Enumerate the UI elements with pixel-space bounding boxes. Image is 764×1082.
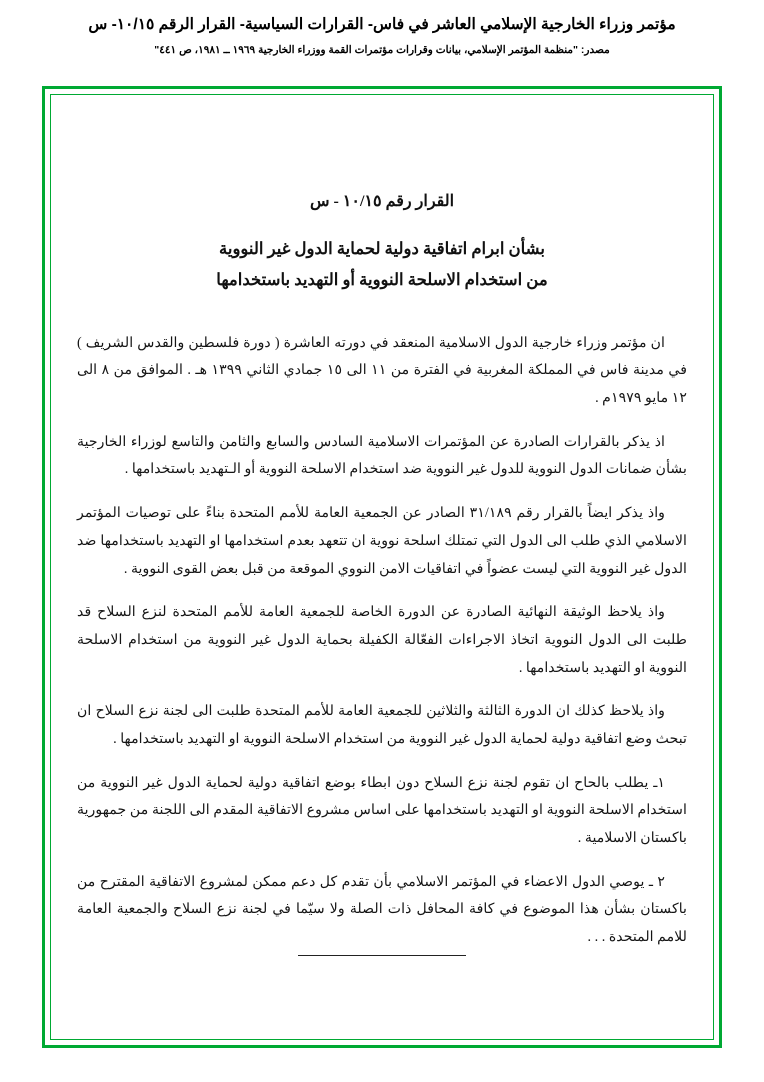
numbered-paragraph: ١ـ يطلب بالحاح ان تقوم لجنة نزع السلاح دون ابطاء بوضع اتفاقية دولية لحماية الدول غير النووية من استخدام الاسلحة النووية او التهديد باستخدامها على اساس مشروع الاتفاقية المقدم الى اللجنة من جمهورية باكستان الاسلامية . bbox=[77, 774, 687, 846]
document-body bbox=[77, 191, 687, 968]
paragraph: اذ يذكر بالقرارات الصادرة عن المؤتمرات الاسلامية السادس والسابع والثامن والتاسع لوزراء الخارجية بشأن ضمانات الدول النووية للدول غير النووية ضد استخدام الاسلحة النووية أو الـتهديد باستخدامها . bbox=[77, 433, 687, 478]
header-title: مؤتمر وزراء الخارجية الإسلامي العاشر في فاس- القرارات السياسية- القرار الرقم ١٠/١٥- س bbox=[88, 16, 676, 33]
resolution-number: القرار رقم ١٠/١٥ - س bbox=[309, 193, 455, 210]
resolution-subject-line-2: من استخدام الاسلحة النووية أو التهديد باستخدامها bbox=[216, 270, 548, 290]
paragraph: واذ يلاحظ كذلك ان الدورة الثالثة والثلاثين للجمعية العامة للأمم المتحدة طلبت الى لجنة نزع السلاح ان تبحث وضع اتفاقية دولية لحماية الدول غير النووية من استخدام الاسلحة النووية او التهديد باستخدامها . bbox=[77, 703, 687, 747]
paragraph: ان مؤتمر وزراء خارجية الدول الاسلامية المنعقد في دورته العاشرة ( دورة فلسطين والقدس الشريف ) في مدينة فاس في المملكة المغربية في الفترة من ١١ الى ١٥ جمادي الثاني ١٣٩٩ هـ . الموافق من ٨ الى ١٢ مايو ١٩٧٩م . bbox=[77, 334, 688, 407]
paragraph: واذ يلاحظ الوثيقة النهائية الصادرة عن الدورة الخاصة للجمعية العامة للأمم المتحدة لنزع السلاح قد طلبت الى الدول النووية اتخاذ الاجراءات الفعّالة الكفيلة بحماية الدول غير النووية من استخدام الاسلحة النووية او التهديد باستخدامها . bbox=[77, 604, 687, 676]
horizontal-rule bbox=[298, 955, 466, 956]
decorative-frame-outer bbox=[42, 86, 722, 1048]
numbered-paragraph: ٢ ـ يوصي الدول الاعضاء في المؤتمر الاسلامي بأن تقدم كل دعم ممكن لمشروع الاتفاقية المقترح من باكستان بشأن هذا الموضوع في كافة المحافل ذات الصلة ولا سيّما في لجنة نزع السلاح والجمعية العامة للامم المتحدة . . . bbox=[77, 873, 687, 946]
header-source: مصدر: "منظمة المؤتمر الإسلامي، بيانات وقرارات مؤتمرات القمة ووزراء الخارجية ١٩٦٩ ــ ١٩٨١، ص ٤٤١" bbox=[154, 43, 610, 56]
paragraph: واذ يذكر ايضاً بالقرار رقم ٣١/١٨٩ الصادر عن الجمعية العامة للأمم المتحدة بناءً على توصيات المؤتمر الاسلامي الذي طلب الى الدول التي تمتلك اسلحة نووية ان تتعهد بعدم استخدامها او التهديد باستخدامها ضد الدول غير النووية التي ليست عضواً في اتفاقيات الامن النووي الموقعة من قبل بعض القوى النووية . bbox=[77, 505, 687, 577]
resolution-subject bbox=[77, 233, 687, 296]
page-header bbox=[0, 0, 764, 56]
resolution-subject-line-1: بشأن ابرام اتفاقية دولية لحماية الدول غير النووية bbox=[219, 239, 545, 258]
decorative-frame-inner bbox=[50, 94, 714, 1040]
footer-rule-container bbox=[51, 943, 713, 961]
